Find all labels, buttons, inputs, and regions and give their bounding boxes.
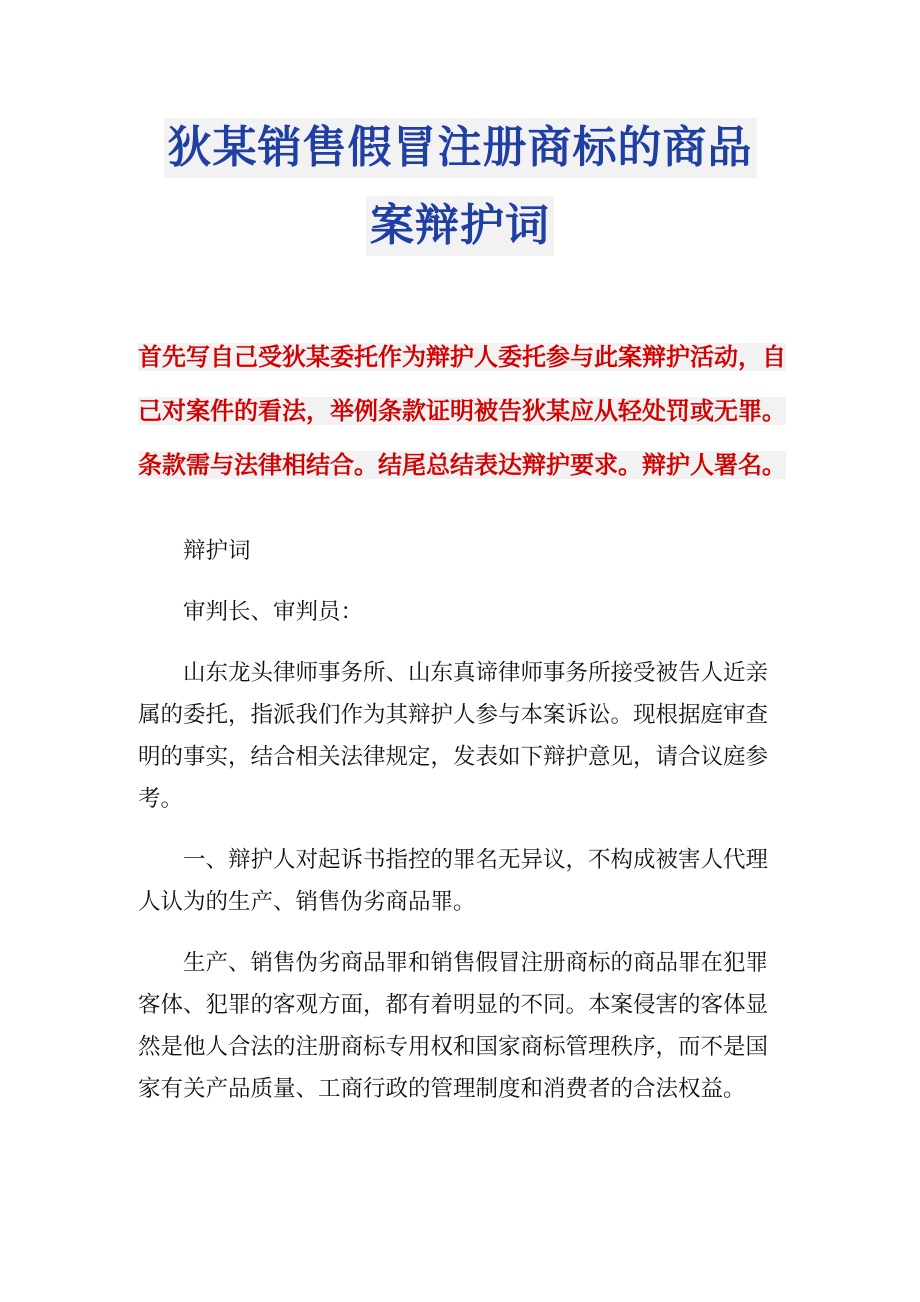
paragraph-3: 生产、销售伪劣商品罪和销售假冒注册商标的商品罪在犯罪客体、犯罪的客观方面，都有着明显的不同。本案侵害的客体显然是他人合法的注册商标专用权和国家商标管理秩序，而不是国家有关产品质量、工商行政的管理制度和消费者的合法权益。 — [138, 950, 769, 1102]
document-body — [138, 530, 788, 1129]
title-line-1: 狄某销售假冒注册商标的商品 — [164, 118, 757, 178]
instruction-note — [138, 330, 798, 492]
body-heading: 辩护词 — [183, 538, 251, 564]
document-title — [0, 118, 920, 274]
paragraph-2: 一、辩护人对起诉书指控的罪名无异议，不构成被害人代理人认为的生产、销售伪劣商品罪。 — [138, 847, 769, 915]
instruction-text: 首先写自己受狄某委托作为辩护人委托参与此案辩护活动，自己对案件的看法，举例条款证明被告狄某应从轻处罚或无罪。条款需与法律相结合。结尾总结表达辩护要求。辩护人署名。 — [138, 343, 786, 479]
title-line-2: 案辩护词 — [366, 196, 554, 256]
salutation: 审判长、审判员： — [183, 599, 364, 625]
paragraph-1: 山东龙头律师事务所、山东真谛律师事务所接受被告人近亲属的委托，指派我们作为其辩护人参与本案诉讼。现根据庭审查明的事实，结合相关法律规定，发表如下辩护意见，请合议庭参考。 — [138, 660, 769, 812]
